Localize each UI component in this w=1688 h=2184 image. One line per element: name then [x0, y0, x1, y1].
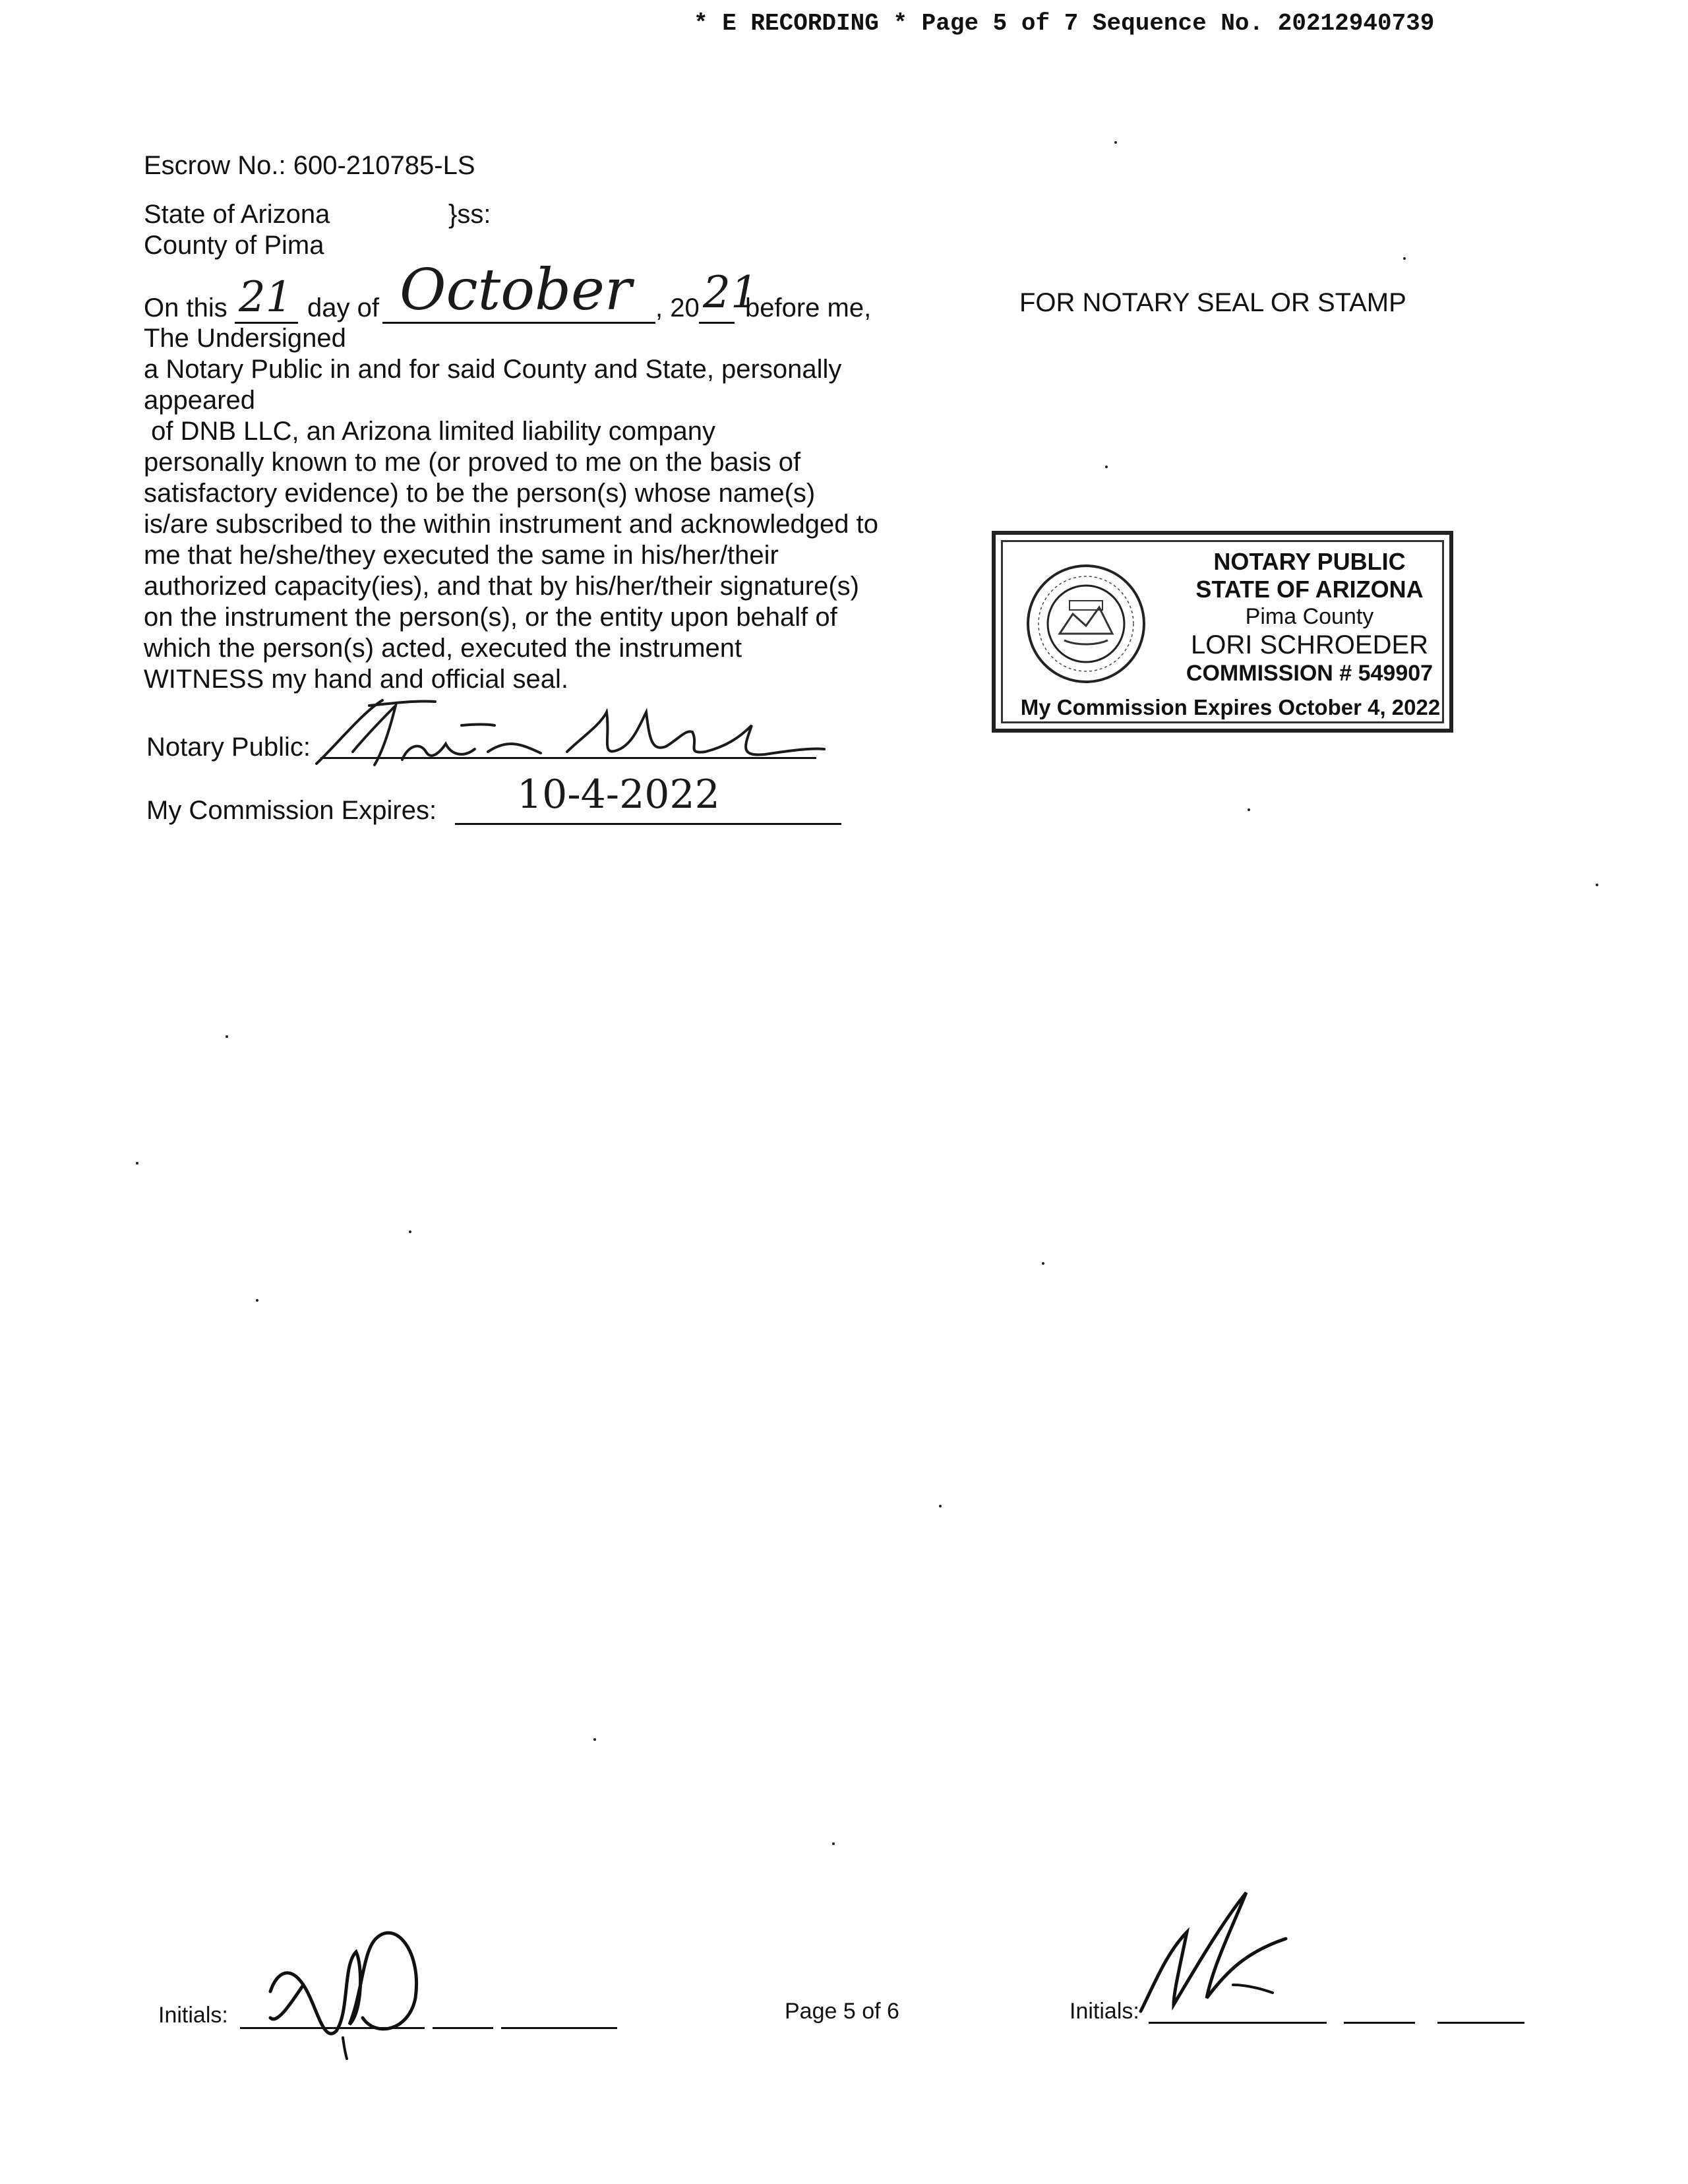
ack-line: authorized capacity(ies), and that by his/her/their signature(s) [144, 572, 859, 601]
ack-line: is/are subscribed to the within instrument and acknowledged to [144, 510, 878, 539]
stamp-line-commission: COMMISSION # 549907 [1186, 661, 1433, 686]
stamp-line-state: STATE OF ARIZONA [1195, 576, 1424, 603]
ack-line: which the person(s) acted, executed the instrument [144, 634, 742, 663]
recording-header: * E RECORDING * Page 5 of 7 Sequence No. 20212940739 [694, 10, 1435, 37]
handwritten-year: 21 [703, 267, 758, 318]
venue-county: County of Pima [144, 231, 324, 260]
scan-speck [1042, 1262, 1044, 1265]
ack-line: a Notary Public in and for said County and State, personally [144, 355, 842, 384]
initials-left-label: Initials: [158, 2003, 228, 2028]
great-seal-icon [1023, 561, 1149, 686]
scan-speck [1403, 257, 1406, 260]
scan-speck [226, 1035, 228, 1038]
notary-signature [290, 686, 831, 772]
scan-speck [136, 1162, 138, 1165]
ack-line: WITNESS my hand and official seal. [144, 665, 568, 694]
initials-right-line [1149, 2022, 1327, 2024]
scan-speck [1248, 808, 1250, 811]
ack-line: satisfactory evidence) to be the person(s) whose name(s) [144, 479, 816, 508]
scan-speck [832, 1842, 835, 1845]
day-of-label: day of [307, 293, 379, 322]
initials-left-line-2 [433, 2027, 493, 2029]
initials-left-line-3 [501, 2027, 617, 2029]
before-me-label: before me, [745, 293, 872, 322]
initials-right-line-2 [1344, 2022, 1415, 2024]
handwritten-day: 21 [239, 273, 293, 322]
ack-line: on the instrument the person(s), or the entity upon behalf of [144, 603, 837, 632]
stamp-line-notary-public: NOTARY PUBLIC [1213, 548, 1406, 575]
notary-public-label: Notary Public: [146, 733, 311, 762]
stamp-line-name: LORI SCHROEDER [1190, 630, 1429, 659]
scan-speck [256, 1299, 258, 1302]
on-this-label: On this [144, 293, 227, 322]
escrow-line [144, 150, 475, 181]
acknowledgment-body [144, 323, 878, 695]
venue-ss: }ss: [448, 200, 491, 229]
ack-line: appeared [144, 386, 256, 415]
initials-right-label: Initials: [1070, 1999, 1139, 2024]
scan-speck [1114, 141, 1117, 144]
stamp-line-county: Pima County [1245, 604, 1374, 629]
venue-state: State of Arizona [144, 200, 330, 229]
stamp-line-expires: My Commission Expires October 4, 2022 [1020, 695, 1441, 719]
escrow-number: 600-210785-LS [293, 151, 475, 180]
scan-speck [409, 1230, 411, 1233]
scan-speck [1105, 466, 1108, 468]
initials-left-signature [264, 1912, 435, 2064]
handwritten-commission-date: 10-4-2022 [517, 772, 720, 818]
escrow-label: Escrow No.: [144, 151, 286, 180]
scan-speck [593, 1738, 596, 1741]
ack-line: of DNB LLC, an Arizona limited liability company [144, 417, 716, 446]
ack-line: personally known to me (or proved to me on the basis of [144, 448, 801, 477]
scan-speck [1596, 884, 1598, 886]
notary-stamp [992, 531, 1453, 733]
scan-speck [939, 1505, 942, 1507]
ack-line: me that he/she/they executed the same in his/her/their [144, 541, 779, 570]
commission-expires-line [455, 823, 841, 825]
initials-right-signature [1134, 1886, 1306, 2018]
handwritten-month: October [400, 257, 632, 323]
page-number: Page 5 of 6 [785, 1999, 899, 2024]
notary-seal-label: FOR NOTARY SEAL OR STAMP [1019, 288, 1406, 317]
ack-line: The Undersigned [144, 324, 346, 353]
commission-expires-label: My Commission Expires: [146, 796, 437, 825]
year-prefix: , 20 [655, 293, 700, 322]
initials-right-line-3 [1437, 2022, 1524, 2024]
